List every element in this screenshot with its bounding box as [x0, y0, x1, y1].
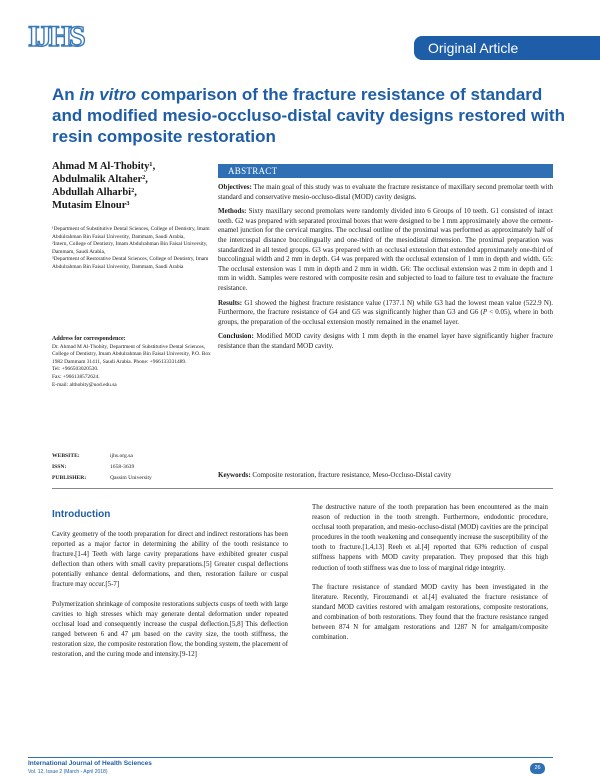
author: Mutasim Elnour³ — [52, 200, 130, 211]
keywords: Keywords: Composite restoration, fracture resistance, Meso-Occluso-Distal cavity — [218, 471, 452, 479]
footer-divider — [28, 757, 553, 758]
body-column-left — [52, 530, 288, 669]
affiliation: ³Department of Restorative Dental Sciences, College of Dentistry, Imam Abdulrahman Bin Faisal University, Dammam, Saudi Arabia — [52, 256, 209, 270]
page-number: 26 — [530, 763, 545, 774]
correspondence-line: Dr. Ahmad M Al-Thobity, Department of Substitutive Dental Sciences, College of Dentistry, Imam Abdulrahman Bin Faisal University, P.O. Box 1982 Dammam 31411, Saudi Arabia. Phone: +966133331489. — [52, 343, 211, 365]
paragraph: Cavity geometry of the tooth preparation for direct and indirect restorations has been reported as a major factor in determining the ability of the tooth resistance to fracture.[1-4] Teeth with large cavity preparations have exhibited greater cuspal deflection than others with small cavity preparations.[5] Greater cuspal deflections potentially enhance dental deformations, and then, restoration failure or cuspal fracture may occur.[5-7] — [52, 531, 288, 589]
correspondence-heading: Address for correspondence: — [52, 336, 126, 342]
article-type-badge: Original Article — [414, 36, 600, 60]
paragraph: The fracture resistance of standard MOD cavity has been investigated in the literature. Recently, Firouzmandi et al.[4] evaluated the fracture resistance of standard MOD cavities restored with amalgam restorations, composite restorations, and combination of both restorations. They found that the fracture resistance ranged between 874 N for amalgam restorations and 1287 N for amalgam/composite combination. — [312, 583, 548, 642]
author: Ahmad M Al-Thobity¹, — [52, 161, 156, 172]
abstract-results: Results: G1 showed the highest fracture resistance value (1737.1 N) while G3 had the lowest mean value (522.9 N). Furthermore, the fracture resistance of G4 and G5 was significantly higher than G3 and G6 (P < 0.05), where in both groups, the preparation of the occlusal extension mostly remained in the enamel layer. — [218, 298, 553, 326]
paragraph: Polymerization shrinkage of composite restorations subjects cusps of teeth with large cavities to high stresses which may generate dental deformation under repeated occlusal load and consequently increase the cuspal deflection.[5,8] This deflection ranged between 6 and 47 μm based on the cavity size, the tooth stiffness, the restoration size, the composite restoration flow, the bonding system, the placement of restoration, and the curing mode and intensity.[9-12] — [52, 600, 288, 659]
abstract-methods: Methods: Sixty maxillary second premolars were randomly divided into 6 Groups of 10 teeth. G1 consisted of intact teeth. G2 was prepared with separated proximal boxes that were designed to be 1 mm approximately above the cement-enamel junction for the cervical margins. The occlusal outline of the proximal was performed as approximately half of the intercuspal distance buccolingually and one-third of the mesiodistal dimension. The proximal preparation was standardized in all tested groups. G3 was prepared with an occlusal extension that extended approximately one-third of buccolingual width and 2 mm in depth. G4 was prepared with the occlusal extension of 1 mm in depth and width. G5: The occlusal extension was 1 mm in depth and 2 mm in width. G6: The occlusal extension was 2 mm in depth and 1 mm in width. Samples were restored with composite resin and subjected to load to failure test to evaluate the fracture resistance. — [218, 207, 553, 292]
affiliation: ²Intern, College of Dentistry, Imam Abdulrahman Bin Faisal University, Dammam, Saudi Arabia, — [52, 241, 208, 255]
correspondence-email[interactable]: E-mail: althobity@uod.edu.sa — [52, 381, 117, 388]
meta-row: PUBLISHER: Qassim University — [52, 475, 152, 481]
body-column-right — [312, 503, 548, 652]
meta-row: ISSN: 1658-3639 — [52, 464, 135, 470]
affiliations — [52, 226, 222, 272]
correspondence-block — [52, 336, 222, 389]
affiliation: ¹Department of Substitutive Dental Sciences, College of Dentistry, Imam Abdulrahman Bin Faisal University, Dammam, Saudi Arabia, — [52, 226, 210, 240]
introduction-heading: Introduction — [52, 509, 111, 520]
abstract-heading: ABSTRACT — [218, 164, 553, 178]
meta-row: WEBSITE: ijhs.org.sa — [52, 451, 222, 462]
author: Abdullah Alharbi², — [52, 187, 137, 198]
website-link[interactable]: ijhs.org.sa — [110, 453, 133, 459]
article-title: An in vitro comparison of the fracture resistance of standard and modified mesio-occluso-distal cavity designs restored with resin composite restoration — [52, 85, 565, 146]
journal-logo: IJHS — [28, 20, 83, 53]
abstract-objectives: Objectives: The main goal of this study was to evaluate the fracture resistance of maxillary second premolar teeth with standard and conservative mesio-occluso-distal (MOD) cavity designs. — [218, 183, 553, 201]
author: Abdulmalik Altaher², — [52, 174, 148, 185]
title-italic: in vitro — [79, 85, 137, 104]
issue-info: Vol. 12, Issue 2 (March - April 2018) — [28, 769, 108, 775]
author-list — [52, 160, 222, 212]
abstract-conclusion: Conclusion: Modified MOD cavity designs with 1 mm depth in the enamel layer have significantly higher fracture resistance than the standard MOD cavity. — [218, 332, 553, 350]
paragraph: The destructive nature of the tooth preparation has been encountered as the main reason of reduction in the tooth strength. Furthermore, endodontic procedure, occlusal tooth preparation, and mesio-occluso-distal (MOD) cavities are the principal procedures in the tooth weakening and consequently increase the susceptibility of the tooth to fracture.[1,4,13] Reeh et al.[4] reported that 63% reduction of cuspal stiffness happens with MOD cavity preparation. They proposed that this high reduction of tooth stiffness was due to loss of marginal ridge integrity. — [312, 504, 548, 572]
abstract-body — [218, 183, 553, 357]
publication-meta — [52, 451, 222, 484]
section-divider — [52, 488, 553, 489]
journal-name: International Journal of Health Sciences — [28, 760, 152, 767]
correspondence-line: Fax: +966138572624. — [52, 373, 100, 380]
correspondence-line: Tel: +966503020530. — [52, 366, 99, 373]
